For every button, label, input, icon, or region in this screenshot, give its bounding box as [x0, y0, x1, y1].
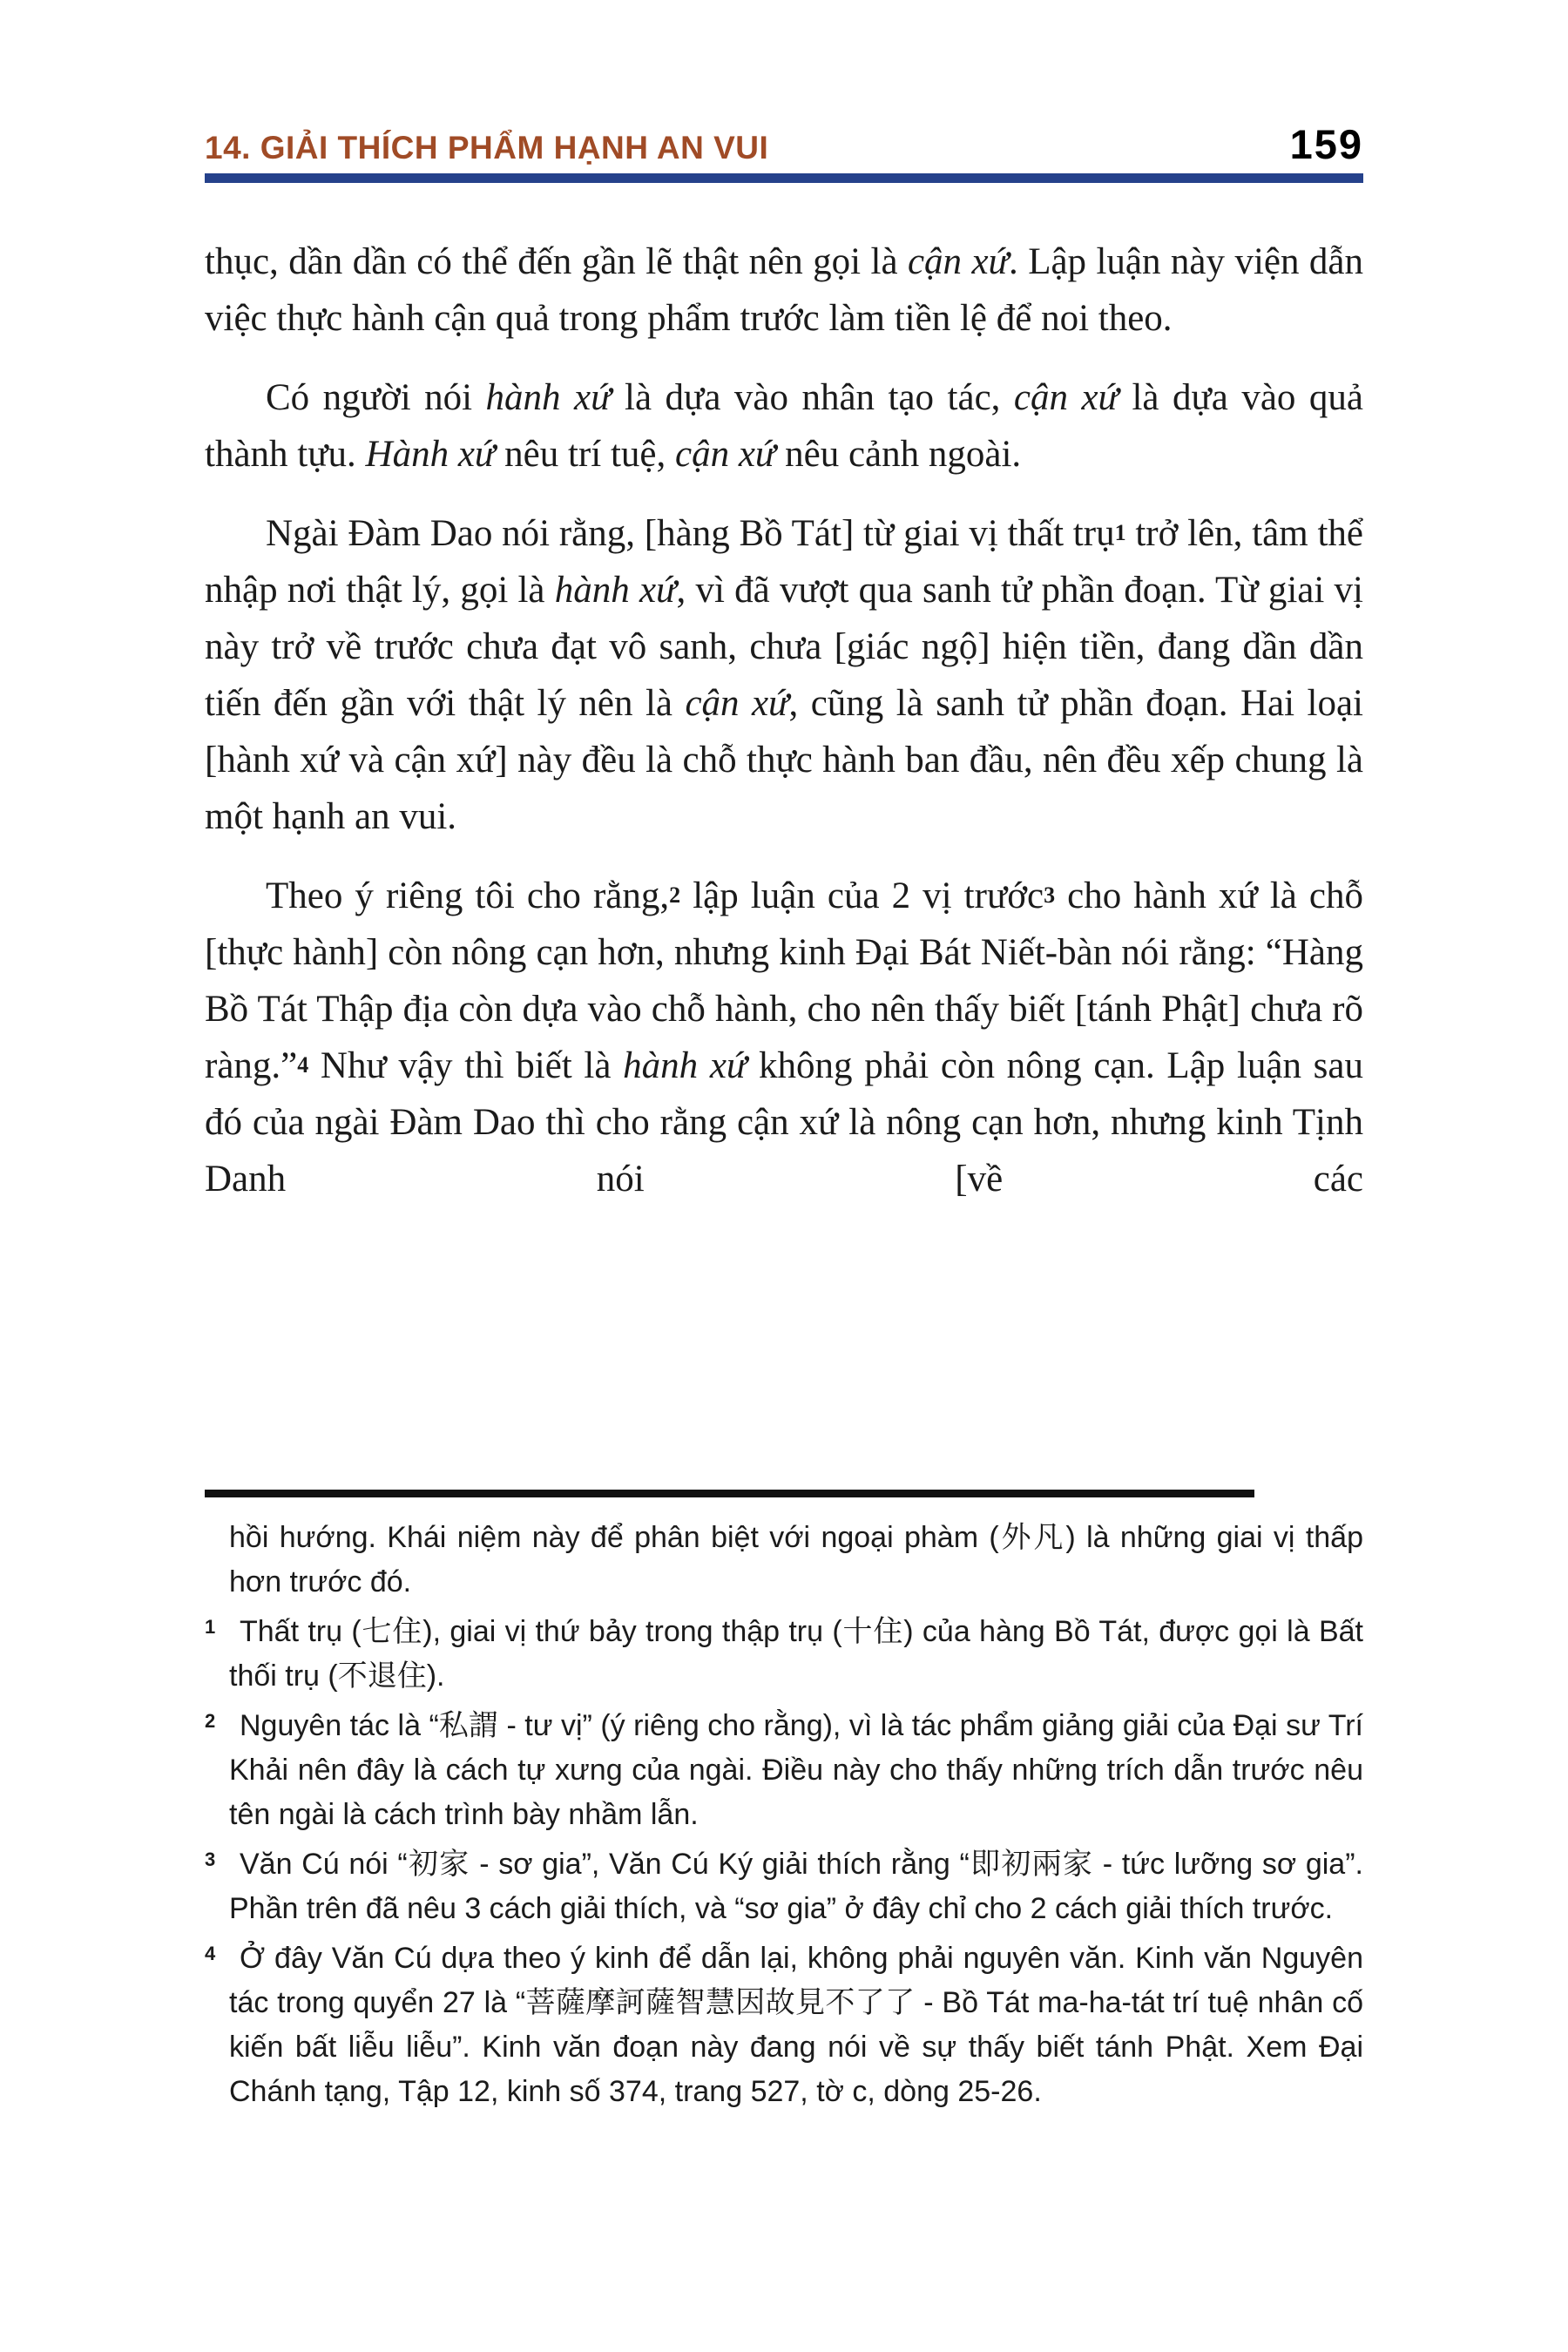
- body-paragraph: [205, 369, 1363, 483]
- footnote: [205, 1605, 1363, 1699]
- text-run: Ngài Đàm Dao nói rằng, [hàng Bồ Tát] từ giai vị thất trụ: [266, 513, 1115, 554]
- emphasized-term: cận xứ: [1013, 377, 1119, 418]
- footnote: [205, 1931, 1363, 2114]
- emphasized-term: cận xứ: [674, 434, 776, 475]
- chapter-header-title: 14. GIẢI THÍCH PHẨM HẠNH AN VUI: [205, 130, 769, 166]
- footnote: [205, 1516, 1363, 1605]
- emphasized-term: cận xứ: [685, 683, 789, 724]
- footnote-text: Thất trụ (七住), giai vị thứ bảy trong thập trụ (十住) của hàng Bồ Tát, được gọi là Bất thối trụ (不退住).: [229, 1615, 1363, 1693]
- footnote-reference: 1: [1114, 520, 1126, 545]
- body-paragraph: [205, 233, 1363, 347]
- header-rule: [205, 173, 1363, 183]
- text-run: trở lên, tâm thể nhập nơi thật lý, gọi là: [205, 513, 1363, 611]
- emphasized-term: cận xứ: [907, 241, 1010, 282]
- running-header: [205, 120, 1363, 168]
- text-run: thục, dần dần có thể đến gần lẽ thật nên gọi là: [205, 241, 908, 282]
- emphasized-term: hành xứ: [485, 377, 612, 418]
- footnote-marker: 1: [205, 1616, 216, 1638]
- text-run: cho hành xứ là chỗ [thực hành] còn nông cạn hơn, nhưng kinh Đại Bát Niết-bàn nói rằng: “Hàng Bồ Tát Thập địa còn dựa vào chỗ hành, cho nên thấy biết [tánh Phật] chưa rõ ràng.”: [205, 875, 1363, 1086]
- footnote-marker: 4: [205, 1943, 216, 1964]
- text-run: nêu trí tuệ,: [495, 434, 675, 475]
- text-run: Có người nói: [266, 377, 486, 418]
- text-run: là dựa vào quả thành tựu.: [205, 377, 1363, 475]
- footnote-reference: 2: [669, 882, 681, 908]
- footnote-section: [205, 1490, 1363, 2114]
- text-run: , vì đã vượt qua sanh tử phần đoạn. Từ giai vị này trở về trước chưa đạt vô sanh, chưa [giác ngộ] hiện tiền, đang dần dần tiến đến gần với thật lý nên là: [205, 570, 1363, 724]
- page-number: 159: [1289, 121, 1363, 167]
- body-text: [205, 233, 1363, 1230]
- footnote-text: Ở đây Văn Cú dựa theo ý kinh để dẫn lại, không phải nguyên văn. Kinh văn Nguyên tác trong quyển 27 là “菩薩摩訶薩智慧因故見不了了 - Bồ Tát ma-ha-tát trí tuệ nhân cố kiến bất liễu liễu”. Kinh văn đoạn này đang nói về sự thấy biết tánh Phật. Xem Đại Chánh tạng, Tập 12, kinh số 374, trang 527, tờ c, dòng 25-26.: [229, 1942, 1363, 2108]
- footnote: [205, 1699, 1363, 1837]
- footnote-text: hồi hướng. Khái niệm này để phân biệt với ngoại phàm (外凡) là những giai vị thấp hơn trước đó.: [229, 1521, 1363, 1598]
- body-paragraph: [205, 868, 1363, 1207]
- text-run: . Lập luận này viện dẫn việc thực hành cận quả trong phẩm trước làm tiền lệ để noi theo.: [205, 241, 1363, 339]
- footnote-marker: 3: [205, 1848, 216, 1870]
- footnote: [205, 1837, 1363, 1931]
- body-paragraph: [205, 505, 1363, 845]
- emphasized-term: hành xứ: [623, 1045, 747, 1086]
- emphasized-term: hành xứ: [554, 570, 677, 611]
- text-run: lập luận của 2 vị trước: [680, 875, 1044, 916]
- emphasized-term: Hành xứ: [365, 434, 496, 475]
- text-run: , cũng là sanh tử phần đoạn. Hai loại [hành xứ và cận xứ] này đều là chỗ thực hành ban đầu, nên đều xếp chung là một hạnh an vui.: [205, 683, 1363, 837]
- text-run: Theo ý riêng tôi cho rằng,: [266, 875, 670, 916]
- text-run: không phải còn nông cạn. Lập luận sau đó của ngài Đàm Dao thì cho rằng cận xứ là nông cạn hơn, nhưng kinh Tịnh Danh nói [về các: [205, 1045, 1363, 1200]
- footnote-text: Văn Cú nói “初家 - sơ gia”, Văn Cú Ký giải thích rằng “即初兩家 - tức lưỡng sơ gia”. Phần trên đã nêu 3 cách giải thích, và “sơ gia” ở đây chỉ cho 2 cách giải thích trước.: [229, 1848, 1363, 1925]
- footnote-reference: 3: [1044, 882, 1056, 908]
- footnote-separator: [205, 1490, 1254, 1497]
- text-run: nêu cảnh ngoài.: [775, 434, 1022, 475]
- footnote-reference: 4: [297, 1052, 309, 1078]
- footnote-text: Nguyên tác là “私謂 - tư vị” (ý riêng cho rằng), vì là tác phẩm giảng giải của Đại sư Trí Khải nên đây là cách tự xưng của ngài. Điều này cho thấy những trích dẫn trước nêu tên ngài là cách trình bày nhầm lẫn.: [229, 1709, 1363, 1831]
- footnote-list: [205, 1516, 1363, 2114]
- footnote-marker: 2: [205, 1710, 216, 1732]
- text-run: là dựa vào nhân tạo tác,: [611, 377, 1014, 418]
- text-run: Như vậy thì biết là: [308, 1045, 624, 1086]
